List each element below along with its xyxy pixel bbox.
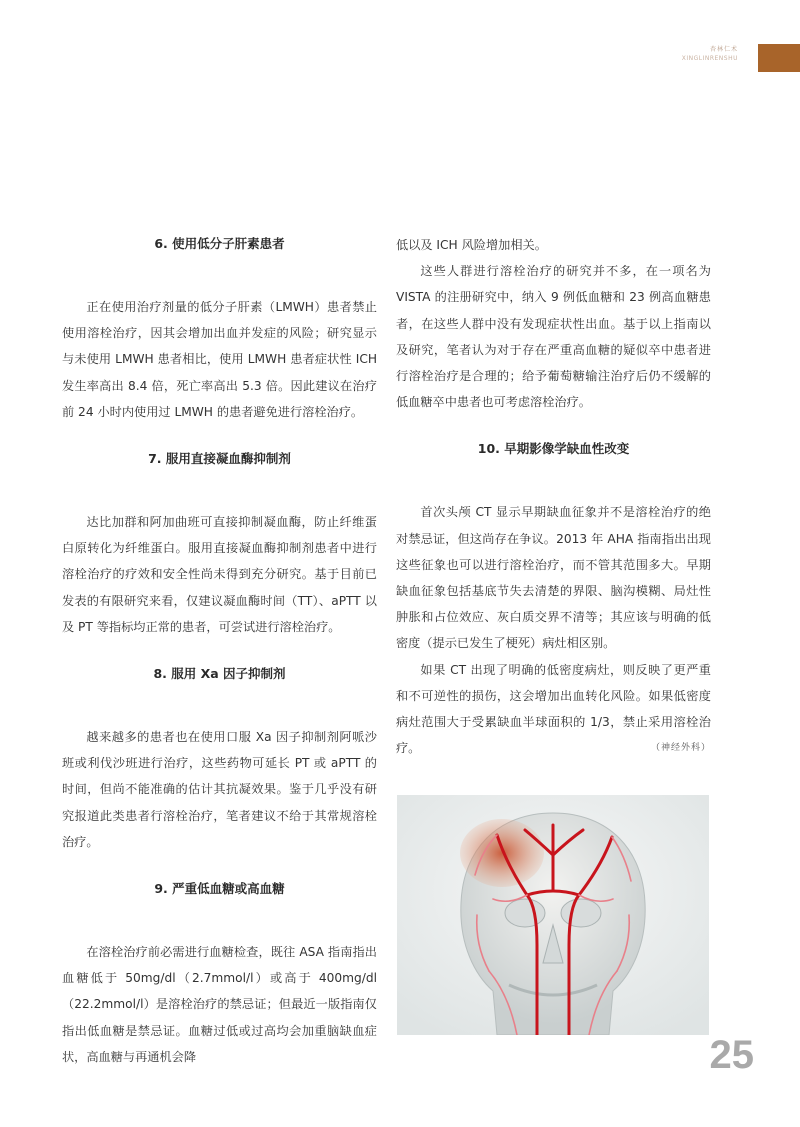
section-9-paragraph-2: 这些人群进行溶栓治疗的研究并不多，在一项名为 VISTA 的注册研究中，纳入 9 例低血糖和 23 例高血糖患者，在这些人群中没有发现症状性出血。基于以上指南以及研究，笔者认为对于存在严重高血糖的疑似卒中患者进行溶栓治疗是合理的；给予葡萄糖输注治疗后仍不缓解的低血糖卒中患者也可考虑溶栓治疗。 [396, 264, 711, 410]
section-8-paragraph: 越来越多的患者也在使用口服 Xa 因子抑制剂阿哌沙班或利伐沙班进行治疗，这些药物可延长 PT 或 aPTT 的时间，但尚不能准确的估计其抗凝效果。鉴于几乎没有研究报道此类患者行溶栓治疗，笔者建议不给于其常规溶栓治疗。 [62, 730, 377, 849]
section-7-paragraph: 达比加群和阿加曲班可直接抑制凝血酶，防止纤维蛋白原转化为纤维蛋白。服用直接凝血酶抑制剂患者中进行溶栓治疗的疗效和安全性尚未得到充分研究。基于目前已发表的有限研究来看，仅建议凝血酶时间（TT）、aPTT 以及 PT 等指标均正常的患者，可尝试进行溶栓治疗。 [62, 515, 377, 634]
section-9-paragraph: 在溶栓治疗前必需进行血糖检查，既往 ASA 指南指出血糖低于 50mg/dl（2.7mmol/l）或高于 400mg/dl（22.2mmol/l）是溶栓治疗的禁忌证；但最近一版指南仅指出低血糖是禁忌证。血糖过低或过高均会加重脑缺血症状，高血糖与再通机会降 [62, 945, 377, 1064]
section-8-title: 8. 服用 Xa 因子抑制剂 [153, 666, 286, 682]
page-number: 25 [709, 1033, 754, 1077]
continued-paragraph: 低以及 ICH 风险增加相关。 [396, 238, 547, 252]
brand-header [682, 44, 738, 62]
section-6-paragraph: 正在使用治疗剂量的低分子肝素（LMWH）患者禁止使用溶栓治疗，因其会增加出血并发症的风险；研究显示与未使用 LMWH 患者相比，使用 LMWH 患者症状性 ICH 发生率高出 8.4 倍，死亡率高出 5.3 倍。因此建议在治疗前 24 小时内使用过 LMWH 的患者避免进行溶栓治疗。 [62, 300, 377, 419]
brand-color-tab [758, 44, 800, 72]
brand-name-en: XINGLINRENSHU [681, 55, 738, 62]
right-column [396, 232, 711, 761]
section-6-title: 6. 使用低分子肝素患者 [154, 236, 285, 251]
section-10-paragraph-2: 如果 CT 出现了明确的低密度病灶，则反映了更严重和不可逆性的损伤，这会增加出血转化风险。如果低密度病灶范围大于受累缺血半球面积的 1/3，禁止采用溶栓治疗。 （神经外科） [396, 657, 711, 762]
section-7-title: 7. 服用直接凝血酶抑制剂 [148, 451, 291, 467]
section-9-title: 9. 严重低血糖或高血糖 [154, 881, 285, 897]
section-10-paragraph: 首次头颅 CT 显示早期缺血征象并不是溶栓治疗的绝对禁忌证，但这尚存在争议。2013 年 AHA 指南指出出现这些征象也可以进行溶栓治疗，而不管其范围多大。早期缺血征象包括基底节失去清楚的界限、脑沟模糊、局灶性肿胀和占位效应、灰白质交界不清等；其应该与明确的低密度（提示已发生了梗死）病灶相区别。 [396, 505, 711, 651]
brain-vasculature-illustration [397, 795, 709, 1035]
brand-name-cn: 杏林仁术 [709, 46, 738, 53]
author-department-note: （神经外科） [650, 743, 711, 754]
head-artery-image [397, 795, 709, 1035]
left-column [62, 232, 377, 1070]
section-10-title: 10. 早期影像学缺血性改变 [477, 441, 630, 457]
